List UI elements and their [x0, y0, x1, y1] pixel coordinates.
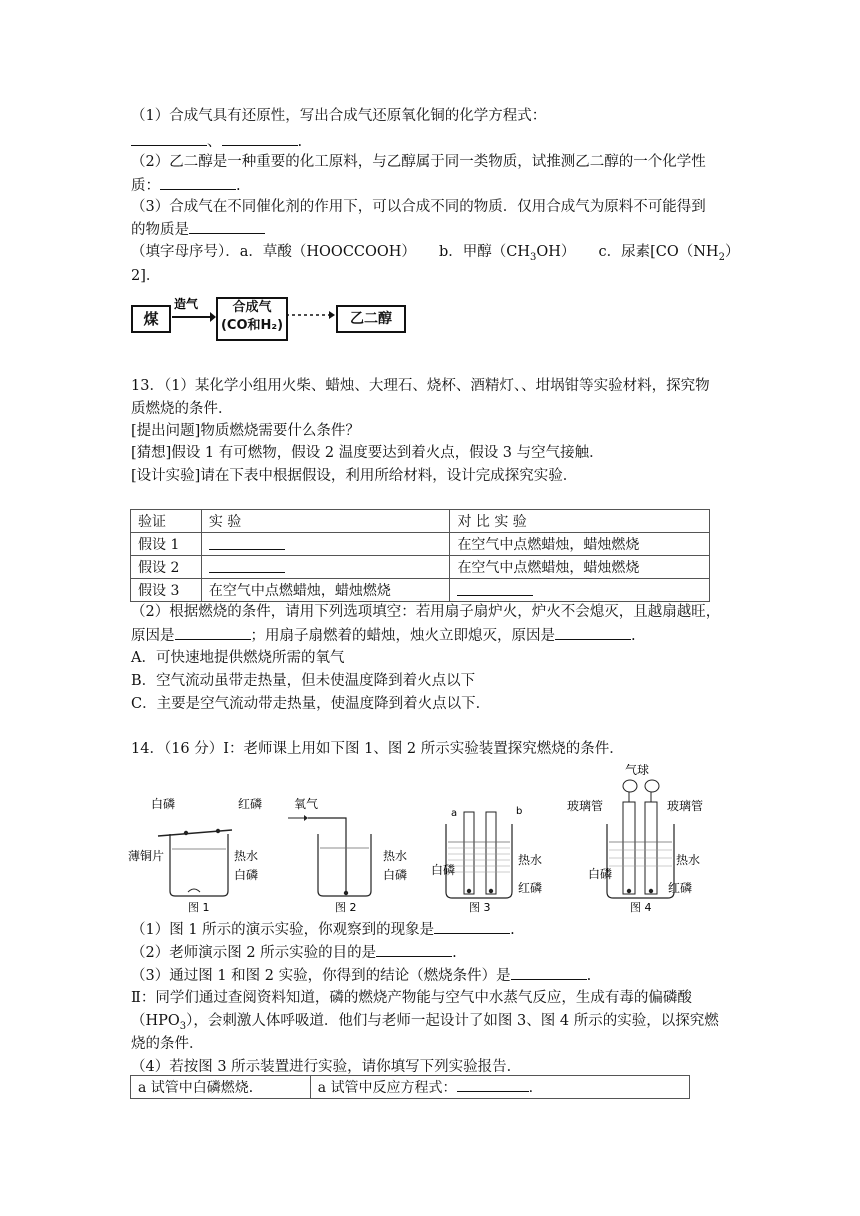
f1-white-p-label: 白磷: [151, 797, 176, 811]
q14-q2: （2）老师演示图 2 所示实验的目的是 .: [131, 942, 457, 963]
q13-hypothesis: [猜想]假设 1 有可燃物，假设 2 温度要达到着火点，假设 3 与空气接触．: [131, 445, 604, 461]
table-cell: a 试管中白磷燃烧．: [131, 1076, 311, 1099]
f1-water-label: 热水: [234, 849, 259, 863]
answer-blank[interactable]: [555, 625, 631, 640]
f2-oxygen-label: 氧气: [294, 797, 319, 811]
q14-figures: [128, 764, 708, 916]
answer-blank[interactable]: [175, 625, 251, 640]
q13-line2: 质燃烧的条件．: [131, 401, 233, 417]
table-cell: 假设 1: [131, 533, 202, 556]
q14-q4: （4）若按图 3 所示装置进行实验，请你填写下列实验报告．: [131, 1059, 522, 1075]
f1-red-p-label: 红磷: [238, 797, 263, 811]
table-cell-answer[interactable]: [201, 533, 450, 556]
q13-part2-line1: （2）根据燃烧的条件，请用下列选项填空：若用扇子扇炉火，炉火不会熄灭，且越扇越旺，: [131, 604, 721, 620]
table-header-row: [131, 510, 710, 533]
table-header: 实 验: [201, 510, 450, 533]
q12-part1-answer: 、 .: [131, 131, 302, 152]
table-row: [131, 579, 710, 602]
q14-line1: 14．（16 分）Ⅰ：老师课上用如下图 1、图 2 所示实验装置探究燃烧的条件．: [131, 741, 624, 757]
f4-glass-left-label: 玻璃管: [567, 799, 604, 813]
table-row: [131, 533, 710, 556]
table-cell: 在空气中点燃蜡烛，蜡烛燃烧: [450, 533, 710, 556]
table-cell: 在空气中点燃蜡烛，蜡烛燃烧: [450, 556, 710, 579]
table-row: [131, 1076, 690, 1099]
q14-part2-line3: 烧的条件．: [131, 1036, 204, 1052]
table-header: 验证: [131, 510, 202, 533]
q12-part1: （1）合成气具有还原性，写出合成气还原氧化铜的化学方程式：: [131, 108, 547, 124]
f4-balloon-label: 气球: [625, 764, 650, 777]
q14-part2-line1: Ⅱ：同学们通过查阅资料知道，磷的燃烧产物能与空气中水蒸气反应，生成有毒的偏磷酸: [131, 990, 692, 1006]
flow-box-syngas: 合成气 (CO和H₂): [216, 297, 288, 341]
option-a: A．可快速地提供燃烧所需的氧气: [131, 650, 345, 666]
table-cell: 在空气中点燃蜡烛，蜡烛燃烧: [201, 579, 450, 602]
answer-blank[interactable]: [160, 175, 236, 190]
flow-arrow-1: [170, 296, 216, 326]
answer-blank[interactable]: [376, 942, 452, 957]
f3-red-p-label: 红磷: [518, 881, 543, 895]
q12-part3-line4: 2]．: [131, 268, 161, 284]
table-cell: 假设 2: [131, 556, 202, 579]
figure-2: [288, 796, 407, 914]
answer-blank[interactable]: [209, 535, 285, 550]
q14-report-table: [130, 1075, 690, 1099]
table-cell-answer[interactable]: [201, 556, 450, 579]
answer-blank[interactable]: [222, 131, 298, 146]
f3-white-p-label: 白磷: [431, 863, 456, 877]
flow-arrow-2: [286, 309, 336, 321]
flow-box-coal: 煤: [131, 305, 171, 333]
f4-glass-right-label: 玻璃管: [667, 799, 704, 813]
figure-4: [567, 764, 703, 914]
q12-part3-line2: 的物质是: [131, 219, 265, 240]
q14-q3: （3）通过图 1 和图 2 实验，你得到的结论（燃烧条件）是 .: [131, 965, 591, 986]
answer-blank[interactable]: [209, 558, 285, 573]
q12-part2-line2: 质： .: [131, 175, 241, 196]
figure-1: [128, 796, 262, 914]
f2-white-p-label: 白磷: [383, 868, 408, 882]
f4-white-p-label: 白磷: [588, 867, 613, 881]
f1-white-p2-label: 白磷: [234, 868, 259, 882]
option-b: B．空气流动虽带走热量，但未使温度降到着火点以下: [131, 673, 476, 689]
answer-blank[interactable]: [189, 219, 265, 234]
answer-blank[interactable]: [457, 1077, 529, 1092]
table-row: [131, 556, 710, 579]
q12-part3-line1: （3）合成气在不同催化剂的作用下，可以合成不同的物质．仅用合成气为原料不可能得到: [131, 199, 706, 215]
q13-part2-line2: 原因是 ；用扇子扇燃着的蜡烛，烛火立即熄灭，原因是 .: [131, 625, 636, 646]
table-cell: 假设 3: [131, 579, 202, 602]
answer-blank[interactable]: [434, 919, 510, 934]
q13-table: [130, 509, 710, 602]
f3-a-label: a: [451, 808, 458, 819]
f1-copper-label: 薄铜片: [128, 849, 165, 863]
option-c: C．主要是空气流动带走热量，使温度降到着火点以下．: [131, 696, 491, 712]
answer-blank[interactable]: [511, 965, 587, 980]
f4-caption: 图 4: [630, 901, 652, 914]
q12-part3-options: （填字母序号）．a．草酸（HOOCCOOH） b．甲醇$(CH_3OH)$ c．尿素[$CO(NH_2)$: [131, 244, 740, 263]
f3-b-label: b: [516, 806, 523, 817]
q13-design: [设计实验]请在下表中根据假设，利用所给材料，设计完成探究实验．: [131, 468, 578, 484]
table-header: 对 比 实 验: [450, 510, 710, 533]
q14-q1: （1）图 1 所示的演示实验，你观察到的现象是 .: [131, 919, 515, 940]
f4-water-label: 热水: [676, 853, 701, 867]
f3-water-label: 热水: [518, 853, 543, 867]
figure-3: [431, 806, 542, 914]
q13-line1: 13．（1）某化学小组用火柴、蜡烛、大理石、烧杯、酒精灯、、坩埚钳等实验材料，探究物: [131, 378, 710, 394]
q14-part2-line2: $(HPO_3)$，会刺激人体呼吸道．他们与老师一起设计了如图 3、图 4 所示的实验，以探究燃: [131, 1013, 719, 1032]
flow-arrow-label: 造气: [174, 297, 199, 311]
table-cell-answer[interactable]: a 试管中反应方程式： .: [310, 1076, 689, 1099]
flow-box-glycol: 乙二醇: [336, 305, 406, 333]
table-cell-answer[interactable]: [450, 579, 710, 602]
f3-caption: 图 3: [469, 901, 491, 914]
f1-caption: 图 1: [188, 901, 210, 914]
answer-blank[interactable]: [131, 131, 207, 146]
f2-caption: 图 2: [335, 901, 357, 914]
answer-blank[interactable]: [457, 581, 533, 596]
q12-part2-line1: （2）乙二醇是一种重要的化工原料，与乙醇属于同一类物质，试推测乙二醇的一个化学性: [131, 154, 706, 170]
f4-red-p-label: 红磷: [668, 881, 693, 895]
f2-water-label: 热水: [383, 849, 408, 863]
q13-question: [提出问题]物质燃烧需要什么条件？: [131, 423, 360, 439]
